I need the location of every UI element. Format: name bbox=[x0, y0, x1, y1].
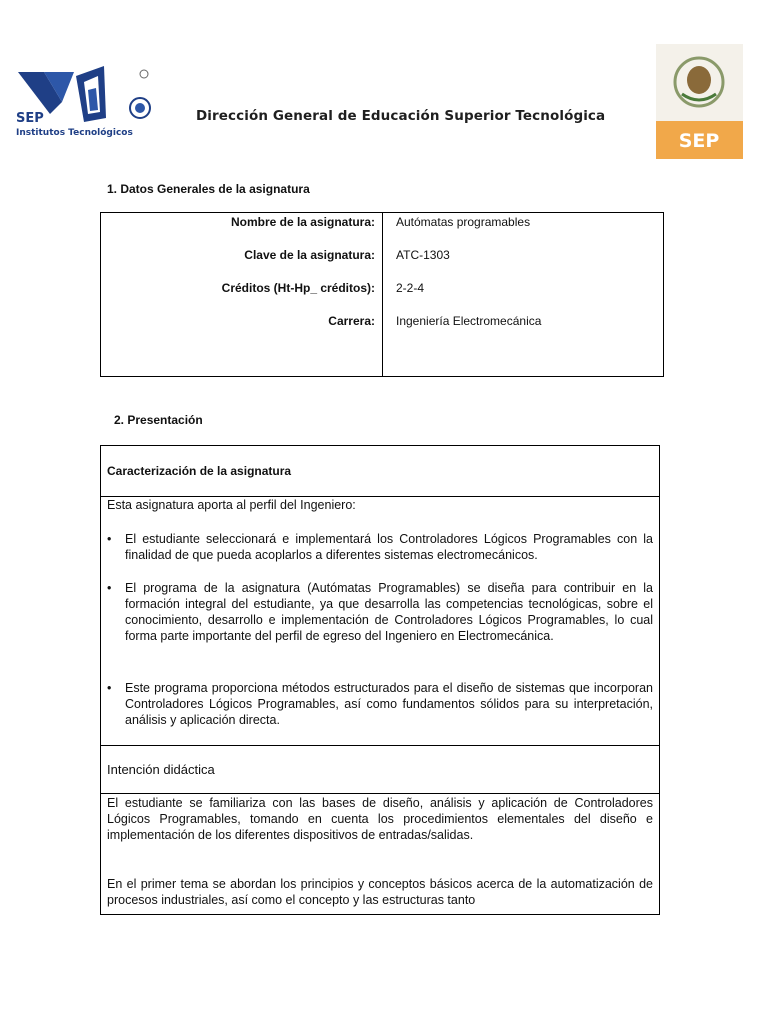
intention-paragraph-1: El estudiante se familiariza con las bases de diseño, análisis y aplicación de Controladores Lógicos Programables, tomando en cuenta los procedimientos elementales del diseño e implementación de los diferentes dispositivos de entradas/salidas. bbox=[107, 796, 653, 842]
table-column-divider bbox=[382, 213, 383, 376]
intention-title: Intención didáctica bbox=[107, 762, 215, 777]
row-divider bbox=[101, 745, 659, 746]
bullet-text: El estudiante seleccionará e implementará los Controladores Lógicos Programables con la finalidad de que pueda acoplarlos a diferentes sistemas electromecánicos. bbox=[125, 532, 653, 562]
bullet-dot: • bbox=[107, 681, 112, 695]
label-carrera: Carrera: bbox=[328, 314, 375, 328]
characterization-intro: Esta asignatura aporta al perfil del Ingeniero: bbox=[107, 498, 356, 512]
value-clave: ATC-1303 bbox=[396, 248, 450, 262]
value-nombre: Autómatas programables bbox=[396, 215, 531, 229]
logo-institutos-text: Institutos Tecnológicos bbox=[16, 128, 133, 138]
sep-institutos-logo bbox=[14, 62, 164, 146]
label-nombre: Nombre de la asignatura: bbox=[230, 215, 375, 229]
bullet-text: Este programa proporciona métodos estructurados para el diseño de sistemas que incorporan Controladores Lógicos Programables, así como fundamentos sólidos para su interpretación, análisis y aplicación directa. bbox=[125, 681, 653, 727]
row-divider bbox=[101, 793, 659, 794]
emblem-sep-text: SEP bbox=[678, 130, 720, 152]
logo-sep-text: SEP bbox=[16, 111, 44, 126]
section-2-title: 2. Presentación bbox=[114, 413, 203, 427]
presentation-table bbox=[100, 445, 660, 915]
bullet-dot: • bbox=[107, 532, 112, 546]
value-carrera: Ingeniería Electromecánica bbox=[396, 314, 542, 328]
section-1-title: 1. Datos Generales de la asignatura bbox=[107, 182, 310, 196]
list-item bbox=[107, 680, 653, 728]
list-item bbox=[107, 531, 653, 563]
bullet-text: El programa de la asignatura (Autómatas Programables) se diseña para contribuir en la formación integral del estudiante, ya que desarrolla las competencias tecnológicas, sobre el conocimiento, desarrollo e implementación de Controladores Lógicos Programables, lo cual forma parte importante del perfil de egreso del Ingeniero en Electromecánica. bbox=[125, 581, 653, 643]
sep-emblem-logo bbox=[656, 44, 743, 159]
general-data-table bbox=[100, 212, 664, 377]
label-creditos: Créditos (Ht-Hp_ créditos): bbox=[221, 281, 375, 295]
intention-paragraph-2: En el primer tema se abordan los principios y conceptos básicos acerca de la automatización de procesos industriales, así como el concepto y las estructuras tanto bbox=[107, 877, 653, 907]
label-clave: Clave de la asignatura: bbox=[244, 248, 375, 262]
characterization-title: Caracterización de la asignatura bbox=[107, 464, 292, 478]
list-item bbox=[107, 580, 653, 644]
header-title: Dirección General de Educación Superior Tecnológica bbox=[196, 108, 606, 124]
value-creditos: 2-2-4 bbox=[396, 281, 425, 295]
bullet-dot: • bbox=[107, 581, 112, 595]
